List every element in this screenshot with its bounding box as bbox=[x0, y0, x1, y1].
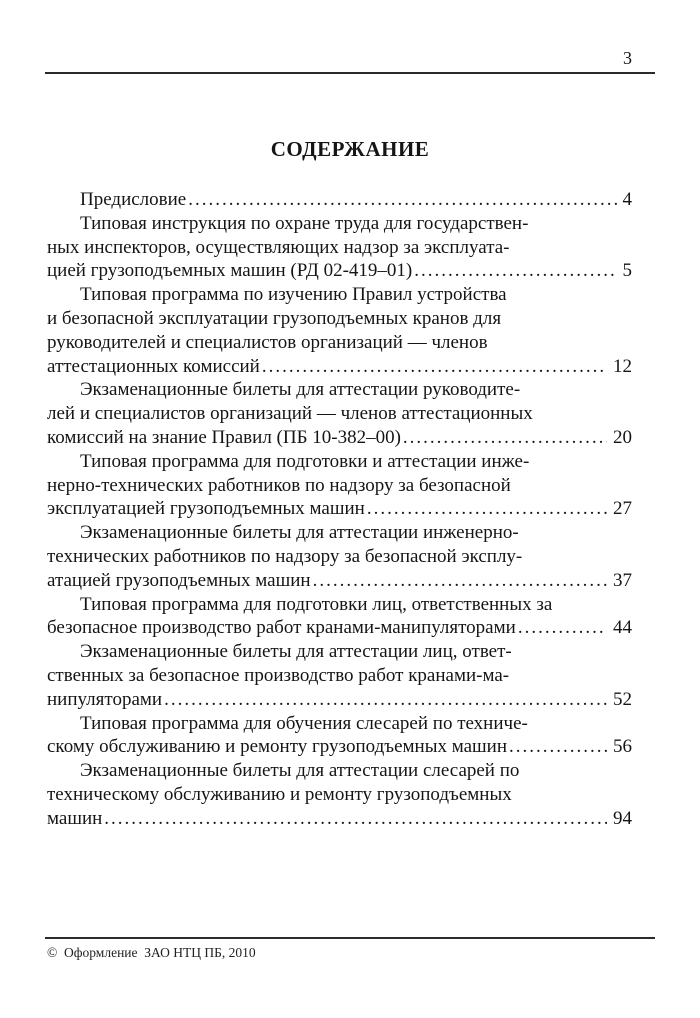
toc-entry bbox=[47, 283, 632, 378]
toc-entry bbox=[47, 450, 632, 521]
dot-leader bbox=[518, 616, 607, 640]
toc-line bbox=[47, 497, 632, 521]
toc-line bbox=[47, 355, 632, 379]
toc-line bbox=[47, 426, 632, 450]
toc-page-number: 5 bbox=[622, 260, 632, 282]
toc-line: Экзаменационные билеты для аттестации инженерно- bbox=[80, 522, 519, 544]
toc-line: Экзаменационные билеты для аттестации слесарей по bbox=[80, 760, 520, 782]
toc-entry-title: комиссий на знание Правил (ПБ 10-382–00) bbox=[47, 426, 401, 448]
page-footer bbox=[45, 935, 655, 961]
toc-entry bbox=[47, 712, 632, 760]
dot-leader bbox=[104, 807, 607, 831]
toc-line: лей и специалистов организаций — членов аттестационных bbox=[47, 403, 533, 425]
toc-page-number: 37 bbox=[613, 569, 632, 591]
page-number: 3 bbox=[623, 48, 632, 68]
toc-entry-title: атацией грузоподъемных машин bbox=[47, 569, 311, 591]
toc-line: техническому обслуживанию и ремонту грузоподъемных bbox=[47, 783, 512, 805]
toc-entry bbox=[47, 759, 632, 830]
toc-line: Типовая программа для обучения слесарей по техниче- bbox=[80, 712, 528, 734]
dot-leader bbox=[188, 188, 616, 212]
toc-line: ных инспекторов, осуществляющих надзор за эксплуата- bbox=[47, 236, 510, 258]
toc-line: Типовая инструкция по охране труда для государствен- bbox=[80, 212, 529, 234]
copyright-text: © Оформление ЗАО НТЦ ПБ, 2010 bbox=[47, 945, 256, 960]
page-title: СОДЕРЖАНИЕ bbox=[270, 137, 430, 161]
document-page bbox=[0, 46, 700, 1018]
toc-line: нерно-технических работников по надзору за безопасной bbox=[47, 474, 511, 496]
toc-line bbox=[47, 807, 632, 831]
toc-page-number: 44 bbox=[613, 617, 632, 639]
toc-line: Типовая программа по изучению Правил устройства bbox=[80, 284, 507, 306]
toc-entry-title: аттестационных комиссий bbox=[47, 355, 260, 377]
dot-leader bbox=[403, 426, 607, 450]
footer-rule bbox=[45, 937, 655, 939]
table-of-contents bbox=[45, 188, 655, 831]
toc-page-number: 27 bbox=[613, 498, 632, 520]
toc-line: ственных за безопасное производство работ кранами-ма- bbox=[47, 664, 510, 686]
dot-leader bbox=[262, 355, 607, 379]
toc-entry bbox=[47, 378, 632, 449]
toc-entry-title: цией грузоподъемных машин (РД 02-419–01) bbox=[47, 260, 413, 282]
toc-entry-title: нипуляторами bbox=[47, 688, 163, 710]
toc-line: Типовая программа для подготовки и аттестации инже- bbox=[80, 450, 530, 472]
toc-line bbox=[47, 188, 632, 212]
toc-entry-title: машин bbox=[47, 807, 103, 829]
toc-line bbox=[47, 688, 632, 712]
toc-entry bbox=[47, 593, 632, 641]
toc-entry-title: безопасное производство работ кранами-манипуляторами bbox=[47, 617, 516, 639]
header-rule bbox=[45, 72, 655, 74]
toc-page-number: 4 bbox=[622, 189, 632, 210]
toc-entry-title: эксплуатацией грузоподъемных машин bbox=[47, 498, 365, 520]
toc-page-number: 94 bbox=[613, 807, 632, 829]
toc-page-number: 20 bbox=[613, 426, 632, 448]
toc-line: и безопасной эксплуатации грузоподъемных кранов для bbox=[47, 307, 502, 329]
toc-entry bbox=[47, 521, 632, 592]
toc-entry-title: скому обслуживанию и ремонту грузоподъемных машин bbox=[47, 736, 507, 758]
toc-entry bbox=[47, 188, 632, 212]
toc-line: технических работников по надзору за безопасной эксплу- bbox=[47, 545, 523, 567]
dot-leader bbox=[509, 735, 607, 759]
toc-page-number: 52 bbox=[613, 688, 632, 710]
toc-entry bbox=[47, 212, 632, 283]
toc-line: Экзаменационные билеты для аттестации руководите- bbox=[80, 379, 521, 401]
toc-page-number: 12 bbox=[613, 355, 632, 377]
toc-entry-title: Предисловие bbox=[80, 189, 187, 210]
toc-line bbox=[47, 569, 632, 593]
toc-entry bbox=[47, 640, 632, 711]
dot-leader bbox=[367, 497, 607, 521]
toc-line: руководителей и специалистов организаций — членов bbox=[47, 331, 488, 353]
toc-line bbox=[47, 735, 632, 759]
dot-leader bbox=[414, 259, 616, 283]
toc-line: Типовая программа для подготовки лиц, ответственных за bbox=[80, 593, 553, 615]
dot-leader bbox=[164, 688, 607, 712]
toc-line bbox=[47, 616, 632, 640]
dot-leader bbox=[313, 569, 607, 593]
toc-line bbox=[47, 259, 632, 283]
toc-page-number: 56 bbox=[613, 736, 632, 758]
toc-line: Экзаменационные билеты для аттестации лиц, ответ- bbox=[80, 641, 512, 663]
